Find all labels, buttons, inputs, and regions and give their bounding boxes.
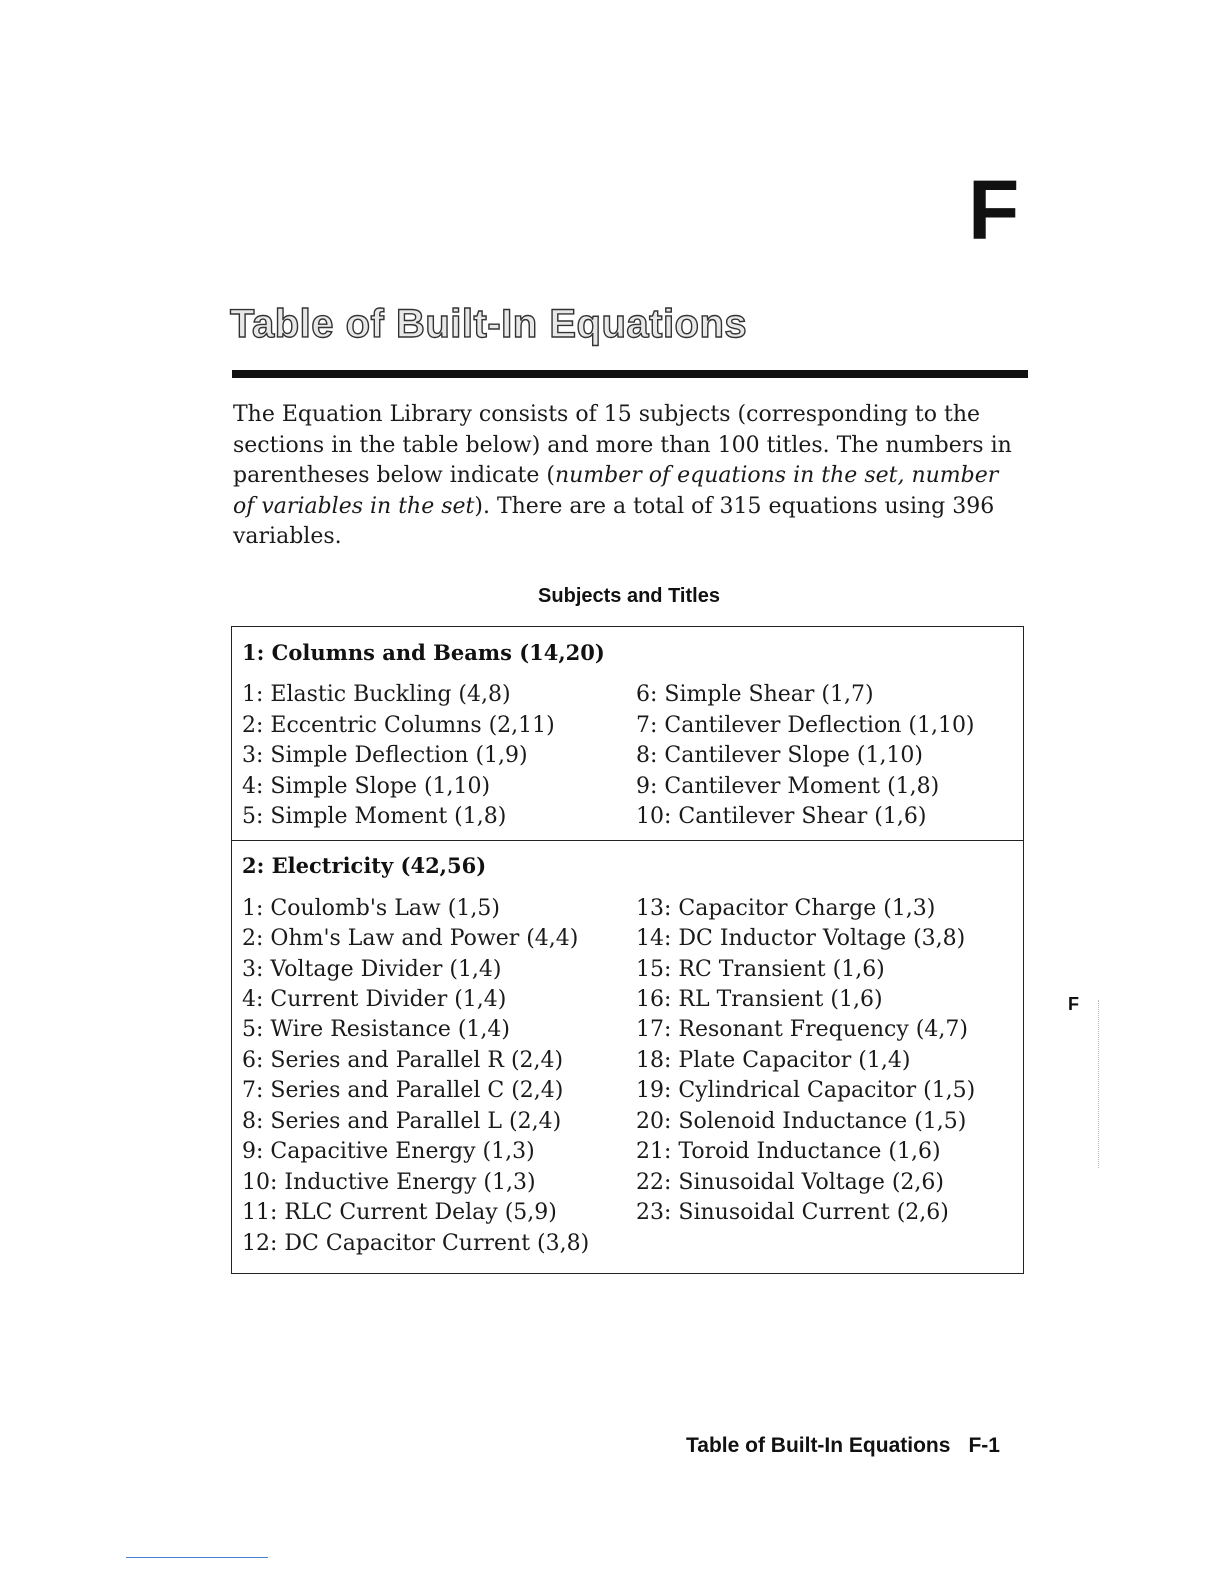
list-item: 17: Resonant Frequency (4,7) (636, 1017, 968, 1042)
intro-text-italic: number of equations in the set, number of variables in the set (233, 463, 999, 519)
list-item: 6: Series and Parallel R (2,4) (242, 1048, 564, 1073)
footer-page-number: F-1 (968, 1434, 1000, 1457)
list-item: 4: Simple Slope (1,10) (242, 774, 491, 799)
intro-text-part1: The Equation Library consists of 15 subjects (corresponding to the sections in the table below) and more than 100 titles. The numbers in parentheses below indicate ( (233, 402, 1012, 488)
list-item: 23: Sinusoidal Current (2,6) (636, 1200, 949, 1225)
footer-title: Table of Built-In Equations (686, 1434, 951, 1457)
side-tab-letter: F (1068, 994, 1079, 1014)
list-item: 11: RLC Current Delay (5,9) (242, 1200, 557, 1225)
list-item: 1: Coulomb's Law (1,5) (242, 896, 500, 921)
list-item: 3: Voltage Divider (1,4) (242, 957, 502, 982)
list-item: 9: Capacitive Energy (1,3) (242, 1139, 535, 1164)
list-item: 2: Ohm's Law and Power (4,4) (242, 926, 579, 951)
list-item: 1: Elastic Buckling (4,8) (242, 682, 511, 707)
list-item: 22: Sinusoidal Voltage (2,6) (636, 1170, 944, 1195)
side-tab-edge (1098, 1000, 1099, 1168)
section-heading-electricity: 2: Electricity (42,56) (242, 853, 487, 878)
list-item: 20: Solenoid Inductance (1,5) (636, 1109, 967, 1134)
list-item: 7: Cantilever Deflection (1,10) (636, 713, 975, 738)
list-item: 10: Cantilever Shear (1,6) (636, 804, 927, 829)
list-item: 14: DC Inductor Voltage (3,8) (636, 926, 966, 951)
list-item: 5: Simple Moment (1,8) (242, 804, 507, 829)
section-heading-columns-and-beams: 1: Columns and Beams (14,20) (242, 640, 605, 665)
bottom-rule (126, 1557, 268, 1558)
page-footer (686, 1434, 1000, 1458)
section-divider (231, 840, 1024, 841)
list-item: 15: RC Transient (1,6) (636, 957, 885, 982)
intro-paragraph (233, 400, 1023, 553)
list-item: 19: Cylindrical Capacitor (1,5) (636, 1078, 976, 1103)
list-item: 8: Series and Parallel L (2,4) (242, 1109, 562, 1134)
table-caption: Subjects and Titles (538, 585, 720, 607)
list-item: 12: DC Capacitor Current (3,8) (242, 1231, 590, 1256)
list-item: 16: RL Transient (1,6) (636, 987, 883, 1012)
list-item: 5: Wire Resistance (1,4) (242, 1017, 511, 1042)
list-item: 7: Series and Parallel C (2,4) (242, 1078, 564, 1103)
list-item: 3: Simple Deflection (1,9) (242, 743, 528, 768)
page-title: Table of Built-In Equations (230, 302, 748, 346)
list-item: 2: Eccentric Columns (2,11) (242, 713, 555, 738)
title-rule (232, 370, 1028, 378)
list-item: 10: Inductive Energy (1,3) (242, 1170, 536, 1195)
list-item: 13: Capacitor Charge (1,3) (636, 896, 936, 921)
list-item: 6: Simple Shear (1,7) (636, 682, 874, 707)
intro-text-part2: ). There are a total of 315 equations using 396 variables. (233, 493, 995, 549)
list-item: 18: Plate Capacitor (1,4) (636, 1048, 911, 1073)
list-item: 9: Cantilever Moment (1,8) (636, 774, 940, 799)
chapter-letter: F (968, 163, 1020, 257)
list-item: 21: Toroid Inductance (1,6) (636, 1139, 941, 1164)
list-item: 8: Cantilever Slope (1,10) (636, 743, 924, 768)
list-item: 4: Current Divider (1,4) (242, 987, 507, 1012)
